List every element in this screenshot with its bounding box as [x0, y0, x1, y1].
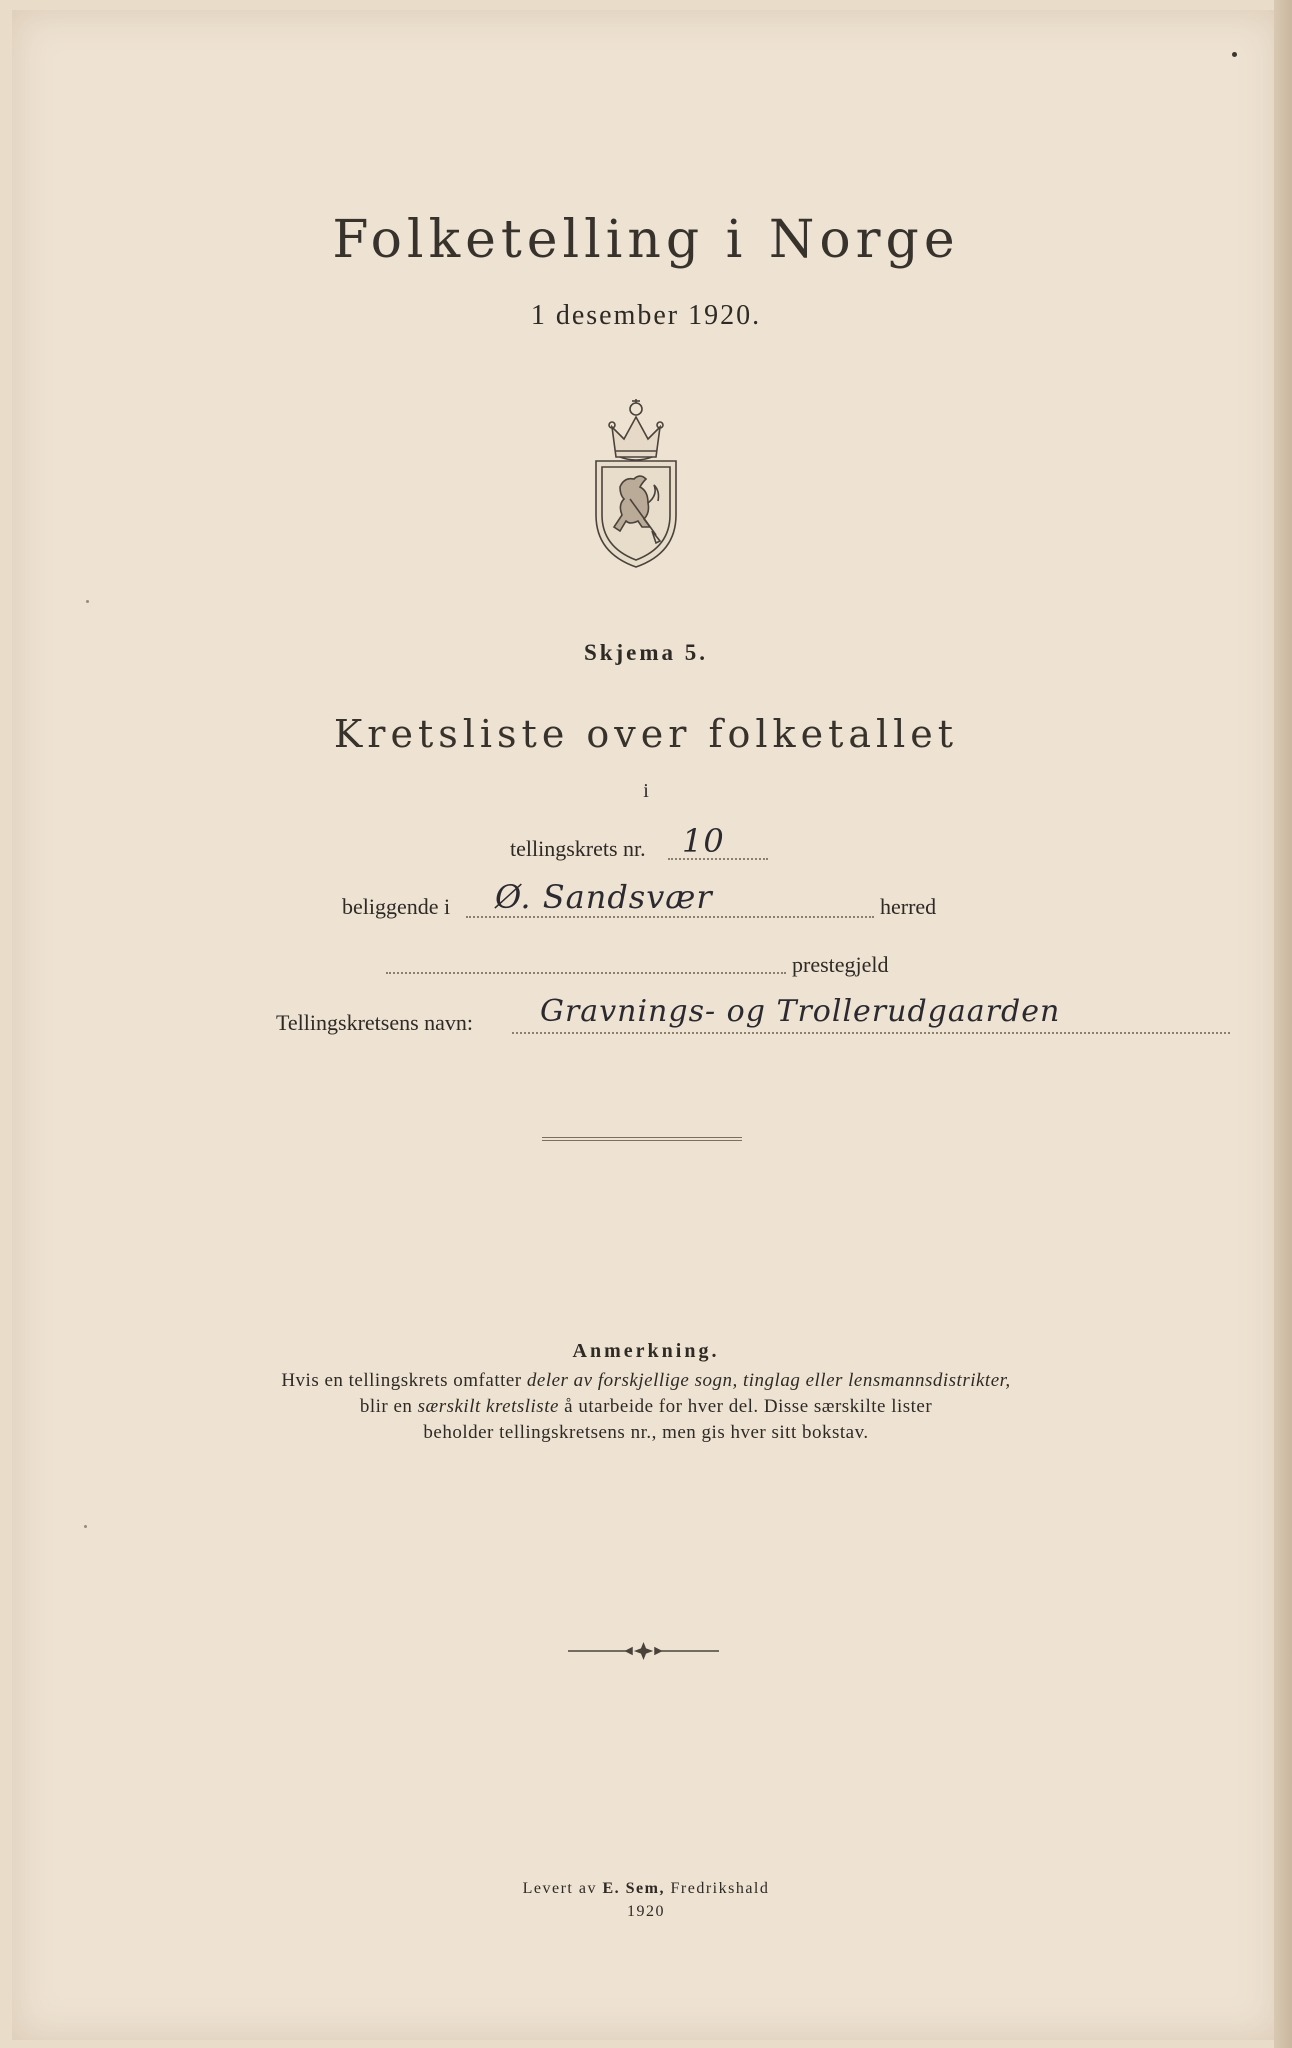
paper-speck [86, 600, 89, 603]
connector-i: i [643, 780, 649, 802]
document-title: Folketelling i Norge [332, 210, 960, 270]
beliggende-value: Ø. Sandsvær [495, 878, 713, 916]
note-line-3: beholder tellingskretsens nr., men gis hver sitt bokstav. [423, 1422, 869, 1443]
form-subtitle: Kretsliste over folketallet [333, 712, 959, 756]
prestegjeld-dotline [386, 972, 786, 974]
prestegjeld-label: prestegjeld [792, 952, 889, 977]
ornament-divider-icon [566, 1640, 721, 1662]
norwegian-coat-of-arms-icon [590, 395, 682, 570]
paper-speck [1232, 52, 1237, 57]
print-year: 1920 [627, 1903, 665, 1920]
tellingskrets-label: tellingskrets nr. [510, 836, 646, 861]
herred-label: herred [880, 894, 937, 919]
note-heading: Anmerkning. [572, 1340, 720, 1362]
tellingskrets-value: 10 [682, 822, 725, 860]
beliggende-dotline [466, 916, 874, 918]
schema-number: Skjema 5. [583, 640, 709, 665]
section-divider [542, 1137, 742, 1141]
note-line-2: blir en særskilt kretsliste å utarbeide for hver del. Disse særskilte lister [359, 1396, 933, 1417]
navn-value: Gravnings- og Trollerudgaarden [540, 994, 1061, 1029]
paper-speck [84, 1525, 87, 1528]
printer-line: Levert av E. Sem, Fredrikshald [522, 1880, 770, 1897]
navn-label: Tellingskretsens navn: [276, 1010, 474, 1035]
census-date: 1 desember 1920. [530, 300, 762, 331]
navn-dotline [512, 1032, 1230, 1034]
beliggende-label: beliggende i [342, 894, 451, 919]
note-line-1: Hvis en tellingskrets omfatter deler av forskjellige sogn, tinglag eller lensmannsdistrikter, [281, 1370, 1011, 1391]
